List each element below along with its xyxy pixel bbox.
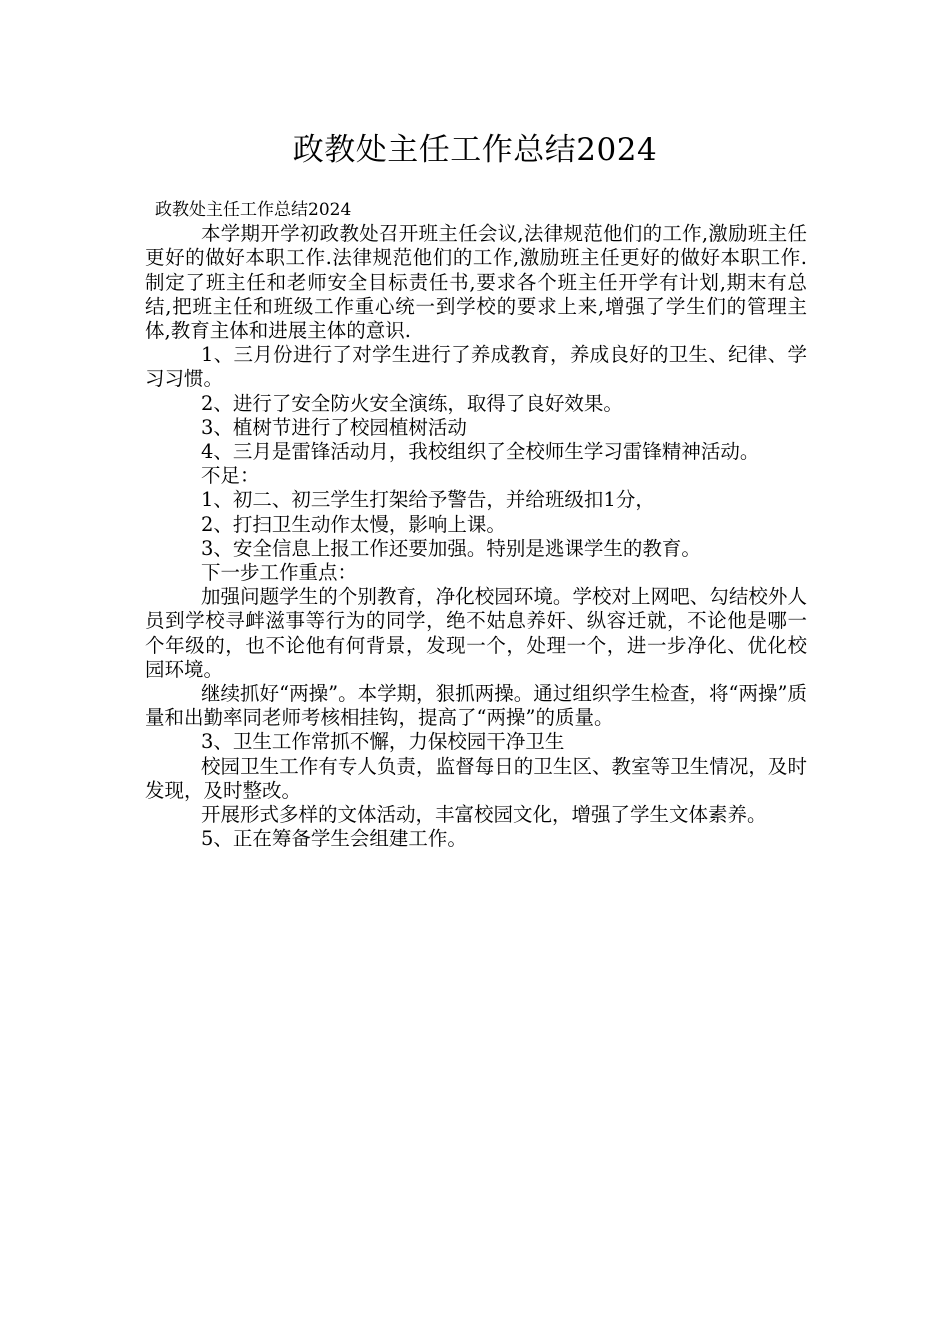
paragraph-item: 1、三月份进行了对学生进行了养成教育，养成良好的卫生、纪律、学习习惯。 (145, 343, 807, 391)
paragraph-item: 2、打扫卫生动作太慢，影响上课。 (201, 512, 506, 536)
paragraph-item: 3、安全信息上报工作还要加强。特别是逃课学生的教育。 (201, 536, 701, 560)
paragraph-item: 5、正在筹备学生会组建工作。 (201, 827, 467, 851)
paragraph-item: 4、三月是雷锋活动月，我校组织了全校师生学习雷锋精神活动。 (201, 440, 760, 464)
section-heading: 下一步工作重点： (201, 561, 358, 585)
paragraph-item: 加强问题学生的个别教育，净化校园环境。学校对上网吧、勾结校外人员到学校寻衅滋事等行为的同学，绝不姑息养奸、纵容迁就，不论他是哪一个年级的，也不论他有何背景，发现一个，处理一个，进一步净化、优化校园环境。 (145, 585, 807, 681)
document-subtitle: 政教处主任工作总结2024 (155, 200, 352, 220)
paragraph-item: 3、植树节进行了校园植树活动 (201, 415, 467, 439)
paragraph-item: 校园卫生工作有专人负责，监督每日的卫生区、教室等卫生情况，及时发现，及时整改。 (145, 754, 807, 802)
document-body (145, 198, 807, 851)
paragraph-item: 3、卫生工作常抓不懈，力保校园干净卫生 (201, 730, 565, 754)
paragraph-item: 2、进行了安全防火安全演练，取得了良好效果。 (201, 391, 623, 415)
paragraph-item: 开展形式多样的文体活动，丰富校园文化，增强了学生文体素养。 (201, 803, 767, 827)
section-heading: 不足： (201, 464, 260, 488)
document-title: 政教处主任工作总结2024 (292, 132, 658, 168)
paragraph-item: 继续抓好“两操”。本学期，狠抓两操。通过组织学生检查，将“两操”质量和出勤率同老师考核相挂钩，提高了“两操”的质量。 (145, 682, 807, 730)
paragraph-intro: 本学期开学初政教处召开班主任会议,法律规范他们的工作,激励班主任更好的做好本职工作.法律规范他们的工作,激励班主任更好的做好本职工作.制定了班主任和老师安全目标责任书,要求各个班主任开学有计划,期末有总结,把班主任和班级工作重心统一到学校的要求上来,增强了学生们的管理主体,教育主体和进展主体的意识. (145, 222, 807, 343)
paragraph-item: 1、初二、初三学生打架给予警告，并给班级扣1分， (201, 488, 655, 512)
